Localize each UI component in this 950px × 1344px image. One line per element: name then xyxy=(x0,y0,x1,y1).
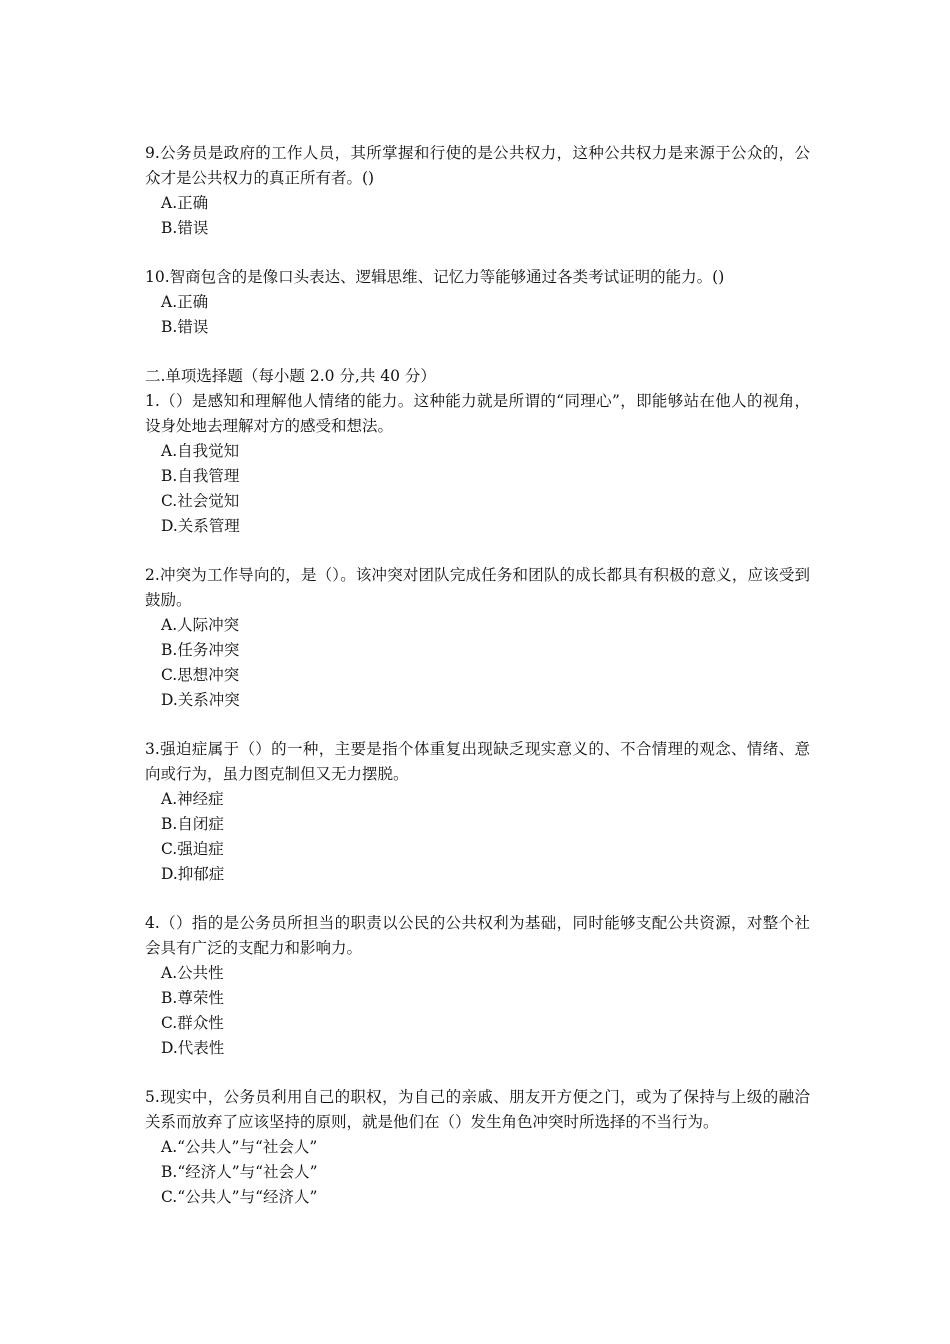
option-b: B.自我管理 xyxy=(161,467,240,485)
question-text: 3.强迫症属于（）的一种，主要是指个体重复出现缺乏现实意义的、不合情理的观念、情绪、意向或行为，虽力图克制但又无力摆脱。 xyxy=(145,740,810,783)
question-3 xyxy=(145,737,810,887)
option-b: B.自闭症 xyxy=(161,815,224,833)
question-text: 10.智商包含的是像口头表达、逻辑思维、记忆力等能够通过各类考试证明的能力。() xyxy=(145,268,725,286)
option-d: D.抑郁症 xyxy=(161,865,225,883)
option-c: C.思想冲突 xyxy=(161,666,240,684)
question-10 xyxy=(145,265,810,340)
option-a: A.神经症 xyxy=(161,790,224,808)
option-b: B.错误 xyxy=(161,318,209,336)
question-text: 2.冲突为工作导向的，是（）。该冲突对团队完成任务和团队的成长都具有积极的意义，应该受到鼓励。 xyxy=(145,566,810,609)
option-c: C.强迫症 xyxy=(161,840,224,858)
document-page xyxy=(145,141,810,1234)
option-c: C.“公共人”与“经济人” xyxy=(161,1188,318,1206)
option-d: D.代表性 xyxy=(161,1039,225,1057)
question-text: 1.（）是感知和理解他人情绪的能力。这种能力就是所谓的“同理心”，即能够站在他人的视角，设身处地去理解对方的感受和想法。 xyxy=(145,392,810,435)
question-text: 4.（）指的是公务员所担当的职责以公民的公共权利为基础，同时能够支配公共资源，对整个社会具有广泛的支配力和影响力。 xyxy=(145,914,810,957)
option-a: A.自我觉知 xyxy=(161,442,240,460)
question-2 xyxy=(145,563,810,713)
question-4 xyxy=(145,911,810,1061)
option-a: A.正确 xyxy=(161,293,209,311)
option-d: D.关系冲突 xyxy=(161,691,240,709)
option-c: C.群众性 xyxy=(161,1014,224,1032)
option-b: B.错误 xyxy=(161,219,209,237)
section-title: 二.单项选择题（每小题 2.0 分,共 40 分） xyxy=(145,367,436,385)
option-d: D.关系管理 xyxy=(161,517,240,535)
option-a: A.人际冲突 xyxy=(161,616,240,634)
option-b: B.任务冲突 xyxy=(161,641,240,659)
option-b: B.尊荣性 xyxy=(161,989,224,1007)
question-5 xyxy=(145,1085,810,1210)
option-a: A.公共性 xyxy=(161,964,224,982)
option-c: C.社会觉知 xyxy=(161,492,240,510)
question-text: 9.公务员是政府的工作人员，其所掌握和行使的是公共权力，这种公共权力是来源于公众的，公众才是公共权力的真正所有者。() xyxy=(145,144,810,187)
question-text: 5.现实中，公务员利用自己的职权，为自己的亲戚、朋友开方便之门，或为了保持与上级的融洽关系而放弃了应该坚持的原则，就是他们在（）发生角色冲突时所选择的不当行为。 xyxy=(145,1088,810,1131)
option-a: A.正确 xyxy=(161,194,209,212)
option-b: B.“经济人”与“社会人” xyxy=(161,1163,318,1181)
question-1 xyxy=(145,389,810,539)
option-a: A.“公共人”与“社会人” xyxy=(161,1138,318,1156)
question-9 xyxy=(145,141,810,241)
